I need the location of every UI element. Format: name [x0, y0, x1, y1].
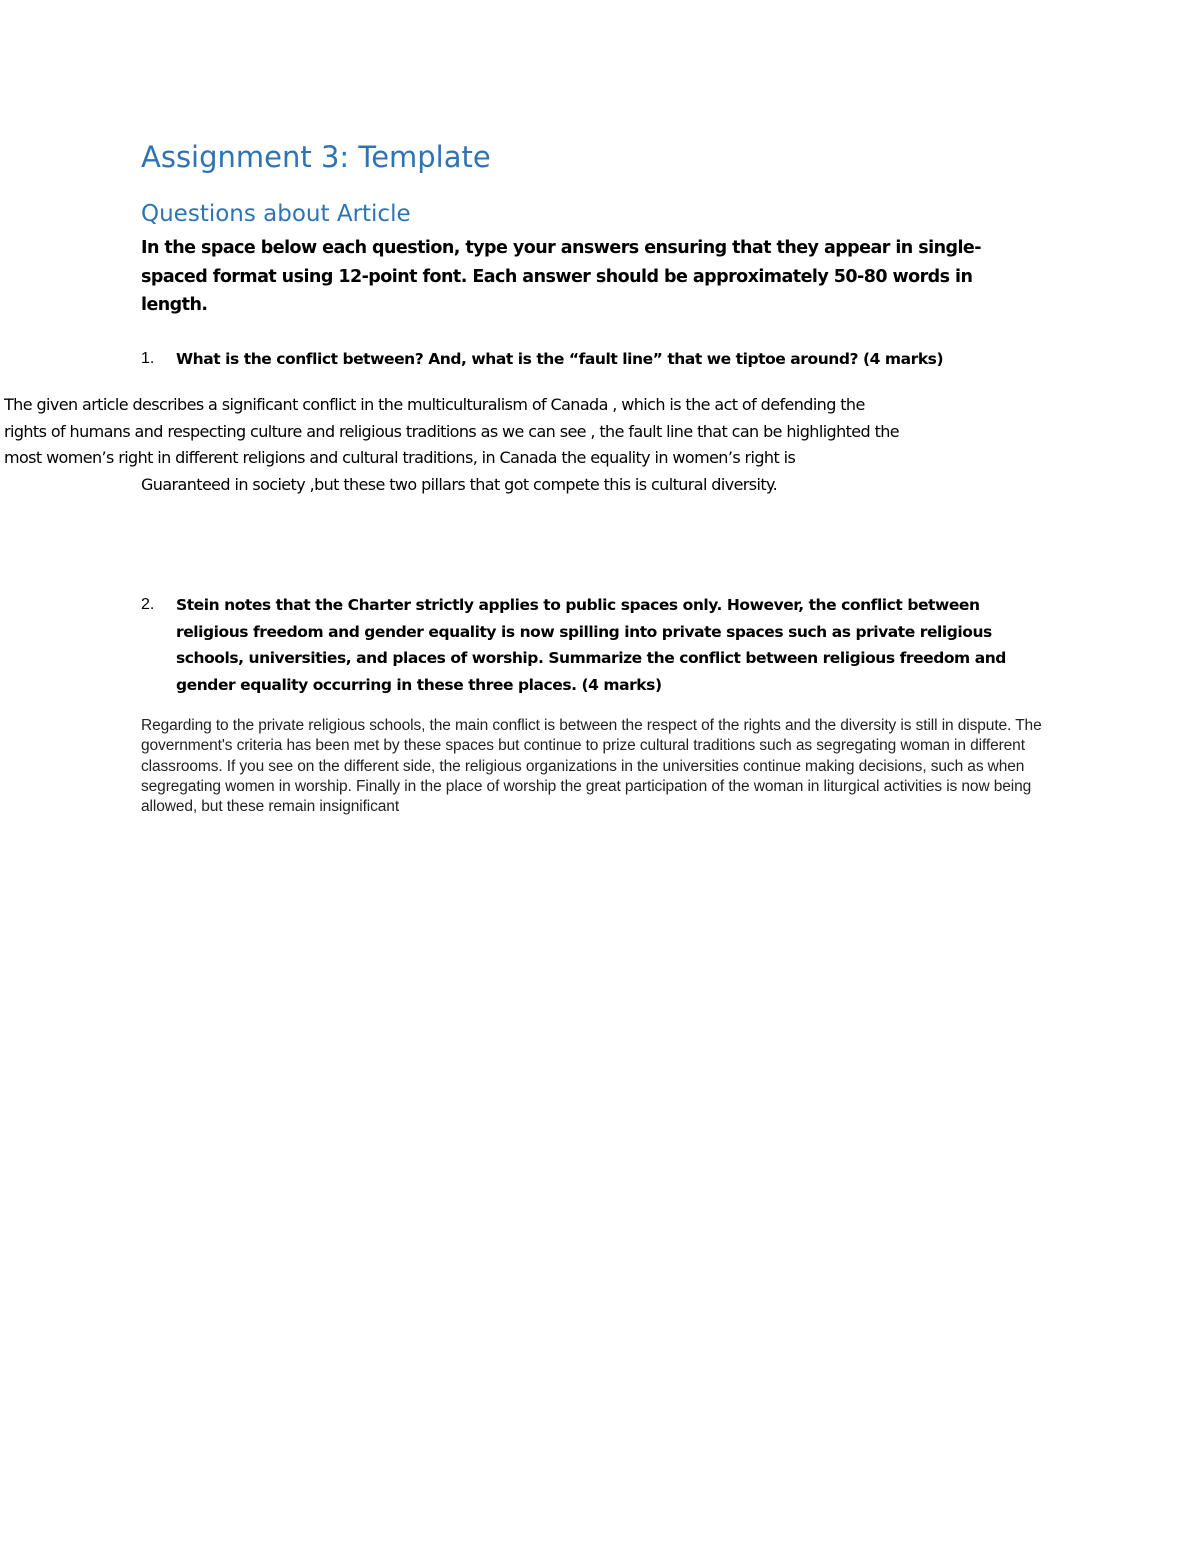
- answer-line: The given article describes a significant conflict in the multiculturalism of Canada , which is the act of defending the: [4, 395, 865, 414]
- question-1: [141, 346, 1041, 373]
- question-text: Stein notes that the Charter strictly applies to public spaces only. However, the conflict between religious freedom and gender equality is now spilling into private spaces such as private religious schools, universities, and places of worship. Summarize the conflict between religious freedom and gender equality occurring in these three places. (4 marks): [176, 596, 1006, 694]
- document-title: Assignment 3: Template: [141, 140, 491, 174]
- question-number: 2.: [141, 596, 155, 613]
- answer-1: [4, 392, 1084, 498]
- instructions-paragraph: In the space below each question, type your answers ensuring that they appear in single-spaced format using 12-point font. Each answer should be approximately 50-80 words in length.: [141, 238, 981, 315]
- section-heading: Questions about Article: [141, 201, 411, 227]
- question-2: [141, 592, 1041, 698]
- answer-line: Guaranteed in society ,but these two pillars that got compete this is cultural diversity.: [141, 474, 778, 494]
- answer-line: most women’s right in different religions and cultural traditions, in Canada the equality in women’s right is: [4, 448, 796, 467]
- answer-line: rights of humans and respecting culture and religious traditions as we can see , the fault line that can be highlighted the: [4, 421, 900, 441]
- question-number: 1.: [141, 350, 155, 367]
- question-text: What is the conflict between? And, what is the “fault line” that we tiptoe around? (4 marks): [176, 350, 944, 368]
- answer-2: Regarding to the private religious schools, the main conflict is between the respect of the rights and the diversity is still in dispute. The government's criteria has been met by these spaces but continue to prize cultural traditions such as segregating woman in different classrooms. If you see on the different side, the religious organizations in the universities continue making decisions, such as when segregating women in worship. Finally in the place of worship the great participation of the woman in liturgical activities is now being allowed, but these remain insignificant: [141, 717, 1042, 816]
